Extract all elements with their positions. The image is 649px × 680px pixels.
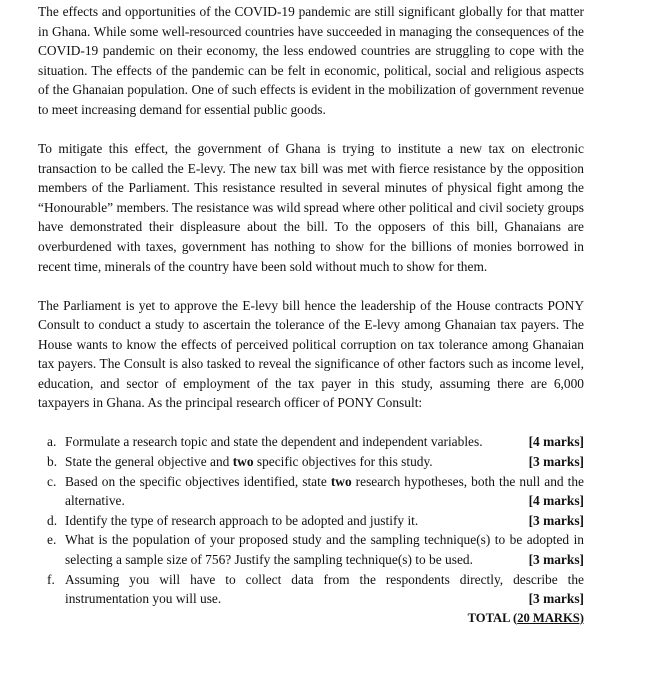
exam-page <box>38 2 584 628</box>
question-e <box>38 530 584 569</box>
question-f <box>38 570 584 609</box>
total-marks: TOTAL (20 MARKS) <box>467 610 584 625</box>
paragraph-task: The Parliament is yet to approve the E-levy bill hence the leadership of the House contracts PONY Consult to conduct a study to ascertain the tolerance of the E-levy among Ghanaian tax payers. The House wants to know the effects of perceived political corruption on tax tolerance among Ghanaian tax payers. The Consult is also tasked to reveal the significance of other factors such as income level, education, and sector of employment of the tax payer in this study, assuming there are 6,000 taxpayers in Ghana. As the principal research officer of PONY Consult: <box>38 297 584 411</box>
question-text: Formulate a research topic and state the dependent and independent variables. <box>65 434 483 450</box>
emphasis-two: two <box>232 454 254 470</box>
question-marks: [4 marks] <box>528 434 584 450</box>
question-letter: b. <box>47 454 58 470</box>
question-letter: c. <box>47 473 57 489</box>
question-letter: a. <box>47 434 57 450</box>
question-marks: [3 marks] <box>528 512 584 528</box>
question-marks: [3 marks] <box>528 454 584 470</box>
question-text: Assuming you will have to collect data from the respondents directly, describe the instrumentation you will use. <box>65 571 584 607</box>
question-letter: f. <box>47 571 55 587</box>
total-marks-value: 20 MARKS) <box>517 610 584 625</box>
question-text: State the general objective and two specific objectives for this study. <box>65 454 433 470</box>
paragraph-e-levy: To mitigate this effect, the government of Ghana is trying to institute a new tax on electronic transaction to be called the E-levy. The new tax bill was met with fierce resistance by the opposition members of the Parliament. This resistance resulted in several minutes of physical fight among the “Honourable” members. The resistance was wild spread where other political and civil society groups have demonstrated their displeasure about the bill. To the opposers of this bill, Ghanaians are overburdened with taxes, government has nothing to show for the billions of monies borrowed in recent time, minerals of the country have been sold without much to show for them. <box>38 140 584 274</box>
question-text: What is the population of your proposed study and the sampling technique(s) to be adopted in selecting a sample size of 756? Justify the sampling technique(s) to be used. <box>65 532 584 568</box>
question-marks: [3 marks] <box>528 552 584 568</box>
question-d <box>38 511 584 531</box>
question-marks: [3 marks] <box>528 591 584 607</box>
question-letter: d. <box>47 512 58 528</box>
paragraph-context: The effects and opportunities of the COVID-19 pandemic are still significant globally for that matter in Ghana. While some well-resourced countries have succeeded in managing the consequences of the COVID-19 pandemic on their economy, the less endowed countries are struggling to cope with the situation. The effects of the pandemic can be felt in economic, political, social and religious aspects of the Ghanaian population. One of such effects is evident in the mobilization of government revenue to meet increasing demand for essential public goods. <box>38 4 584 117</box>
question-marks: [4 marks] <box>528 493 584 509</box>
question-c <box>38 472 584 511</box>
question-b <box>38 452 584 472</box>
question-list <box>38 432 584 608</box>
question-letter: e. <box>47 532 57 548</box>
emphasis-two: two <box>330 473 352 489</box>
question-text: Based on the specific objectives identified, state two research hypotheses, both the null and the alternative. <box>65 473 584 509</box>
question-a <box>38 432 584 452</box>
question-text: Identify the type of research approach to be adopted and justify it. <box>65 512 419 528</box>
